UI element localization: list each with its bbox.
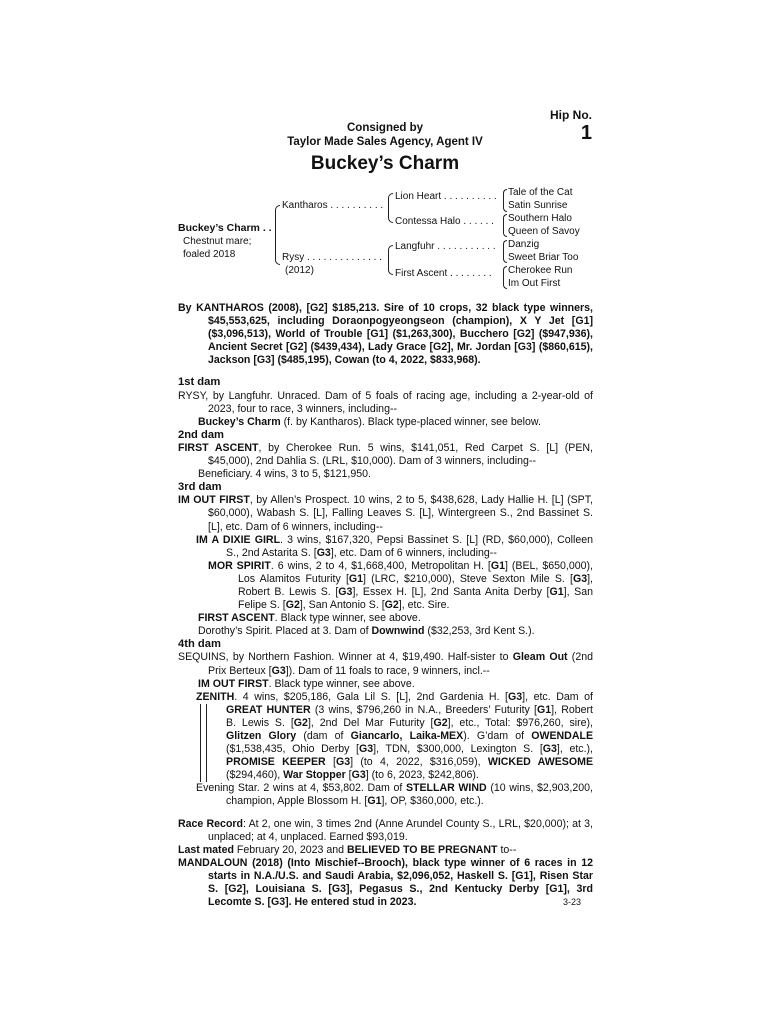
first-dam-text: RYSY, by Langfuhr. Unraced. Dam of 5 foals of racing age, including a 2-year-old of 2023, four to race, 3 winners, including-- xyxy=(178,389,593,415)
ped-desc1: Chestnut mare; xyxy=(183,236,252,247)
fourth-dam-text: SEQUINS, by Northern Fashion. Winner at 4, $19,490. Half-sister to Gleam Out (2nd Prix Berteux [G3]). Dam of 11 foals to race, 9 winners, incl.-- xyxy=(178,651,593,677)
zenith-block xyxy=(178,691,593,783)
produce-name: Buckey’s Charm xyxy=(198,415,281,428)
race-record: Race Record: At 2, one win, 3 times 2nd (Anne Arundel County S., LRL, $20,000); at 3, unplaced; at 4, unplaced. Earned $93,019. xyxy=(178,817,593,843)
grand-produce-entry: MOR SPIRIT. 6 wins, 2 to 4, $1,668,400, Metropolitan H. [G1] (BEL, $650,000), Los Alamitos Futurity [G1] (LRC, $210,000), Steve Sexton Mile S. [G3], Robert B. Lewis S. [G3], Essex H. [L], 2nd Santa Anita Derby [G1], San Felipe S. [G2], San Antonio S. [G2], etc. Sire. xyxy=(208,559,593,612)
ped-sdd: Queen of Savoy xyxy=(508,226,580,237)
produce-entry: IM A DIXIE GIRL. 3 wins, $167,320, Pepsi Bassinet S. [L] (RD, $60,000), Colleen S., 2nd Astarita S. [G3], etc. Dam of 6 winners, including-- xyxy=(196,533,593,559)
brace xyxy=(503,240,507,263)
produce-entry: ZENITH. 4 wins, $205,186, Gala Lil S. [L], 2nd Gardenia H. [G3], etc. Dam of GREAT HUNTER (3 wins, $796,260 in N.A., Breeders’ Futurity [G1], Robert B. Lewis S. [G2], 2nd Del Mar Futurity [G2], etc., Total: $976,260, sire), Glitzen Glory (dam of Giancarlo, Laika-MEX). G’dam of OWENDALE ($1,538,435, Ohio Derby [G3], TDN, $300,000, Lexington S. [G3], etc.), PROMISE KEEPER [G3] (to 4, 2022, $316,059), WICKED AWESOME ($294,460), War Stopper [G3] (to 6, 2023, $242,806). xyxy=(196,690,594,782)
third-dam-heading: 3rd dam xyxy=(178,481,222,494)
sire-paragraph: By KANTHAROS (2008), [G2] $185,213. Sire of 10 crops, 32 black type winners, $45,553,625, including Doraonpogyeongseon (champion), X Y Jet [G1] ($3,096,513), World of Trouble [G1] ($1,263,300), Bucchero [G2] ($947,936), Ancient Secret [G2] ($439,434), Lady Grace [G2], Mr. Jordan [G3] ($860,615), Jackson [G3] ($485,195), Cowan (to 4, 2022, $833,968). xyxy=(178,302,593,367)
ped-sire: Kantharos . . . . . . . . . . xyxy=(282,200,384,211)
second-dam-heading: 2nd dam xyxy=(178,428,225,441)
hip-label: Hip No. xyxy=(550,108,592,122)
produce-entry: Buckey’s Charm (f. by Kantharos). Black type-placed winner, see below. xyxy=(198,415,541,428)
consignor xyxy=(0,121,770,149)
ped-desc2: foaled 2018 xyxy=(183,249,236,260)
brace xyxy=(275,205,280,265)
brace xyxy=(503,266,507,289)
catalog-body xyxy=(178,302,593,909)
brace xyxy=(503,189,507,212)
produce-bar xyxy=(200,704,207,782)
ped-ddd: Im Out First xyxy=(508,278,561,289)
ped-ssd: Satin Sunrise xyxy=(508,200,568,211)
ped-dds: Cherokee Run xyxy=(508,265,573,276)
brace xyxy=(388,245,393,275)
second-dam-text: FIRST ASCENT, by Cherokee Run. 5 wins, $141,051, Red Carpet S. [L] (PEN, $45,000), 2nd Dahlia S. (LRL, $10,000). Dam of 3 winners, including-- xyxy=(178,441,593,468)
ped-dd: First Ascent . . . . . . . . xyxy=(395,268,492,279)
ped-dss: Danzig xyxy=(508,239,540,250)
third-dam-text: IM OUT FIRST, by Allen’s Prospect. 10 wins, 2 to 5, $438,628, Lady Hallie H. [L] (SPT, $60,000), Wabash S. [L], Falling Leaves S. [L], Wintergreen S., 2nd Bassinet S. [L], etc. Dam of 6 winners, including-- xyxy=(178,494,593,533)
ped-dsd: Sweet Briar Too xyxy=(508,252,579,263)
ped-dam: Rysy . . . . . . . . . . . . . . xyxy=(282,252,383,263)
consignor-line1: Consigned by xyxy=(346,122,424,134)
brace xyxy=(388,193,393,223)
produce-entry: FIRST ASCENT. Black type winner, see above. xyxy=(198,612,421,625)
produce-entry: IM OUT FIRST. Black type winner, see above. xyxy=(198,677,415,690)
produce-entry: Evening Star. 2 wins at 4, $53,802. Dam of STELLAR WIND (10 wins, $2,903,200, champion, Apple Blossom H. [G1], OP, $360,000, etc.). xyxy=(196,782,593,808)
horse-name: Buckey’s Charm xyxy=(310,153,460,174)
ped-horse: Buckey’s Charm . . xyxy=(178,222,272,234)
brace xyxy=(503,214,507,237)
ped-dam-year: (2012) xyxy=(285,265,314,276)
last-mated: Last mated February 20, 2023 and BELIEVED TO BE PREGNANT to-- xyxy=(178,843,517,856)
hip-number: 1 xyxy=(580,122,592,144)
first-dam-heading: 1st dam xyxy=(178,376,221,389)
produce-entry: Beneficiary. 4 wins, 3 to 5, $121,950. xyxy=(198,468,371,481)
ped-sd: Contessa Halo . . . . . . xyxy=(395,216,494,227)
ped-sds: Southern Halo xyxy=(508,213,572,224)
consignor-line2: Taylor Made Sales Agency, Agent IV xyxy=(287,136,483,148)
ped-ds: Langfuhr . . . . . . . . . . . xyxy=(395,241,496,252)
fourth-dam-heading: 4th dam xyxy=(178,638,221,651)
ped-sss: Tale of the Cat xyxy=(508,187,573,198)
ped-ss: Lion Heart . . . . . . . . . . xyxy=(395,191,497,202)
covering-stallion: MANDALOUN (2018) (Into Mischief--Brooch), black type winner of 6 races in 12 starts in N.A./U.S. and Saudi Arabia, $2,096,052, Haskell S. [G1], Risen Star S. [G2], Louisiana S. [G3], Pegasus S., 2nd Kentucky Derby [G1], 3rd Lecomte S. [G3]. He entered stud in 2023. 3-23 xyxy=(178,856,593,909)
produce-entry: Dorothy’s Spirit. Placed at 3. Dam of Downwind ($32,253, 3rd Kent S.). xyxy=(198,625,535,638)
